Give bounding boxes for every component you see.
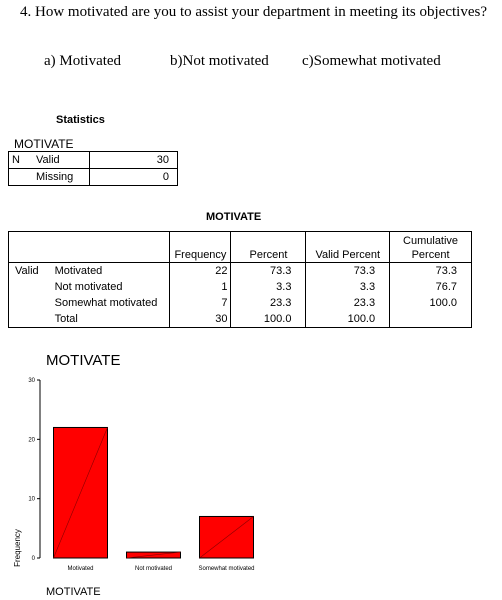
row-label: Total: [52, 311, 170, 328]
x-tick-label: Not motivated: [134, 566, 173, 572]
table-row: [9, 295, 472, 311]
header-percent: Percent: [231, 232, 306, 263]
table-row: [9, 279, 472, 295]
bar-chart: [0, 366, 320, 586]
n-label: N: [9, 152, 34, 169]
table-header-row: [9, 232, 472, 263]
cell-cumulative: 73.3: [435, 265, 457, 277]
chart-title: MOTIVATE: [46, 352, 121, 369]
cell-frequency: 7: [170, 295, 231, 311]
row-label: Missing: [33, 169, 90, 186]
cell-valid-percent: 3.3: [306, 279, 390, 295]
header-valid-percent: Valid Percent: [306, 232, 390, 263]
x-tick-label: Somewhat motivated: [198, 566, 255, 572]
n-label: [9, 169, 34, 186]
row-label: Valid: [33, 152, 90, 169]
cell-cumulative: 76.7: [435, 281, 457, 293]
option-b: b)Not motivated: [170, 53, 269, 69]
cell-percent: 23.3: [231, 295, 306, 311]
y-tick-label: 10: [28, 496, 35, 503]
row-label: Somewhat motivated: [52, 295, 170, 311]
frequency-table: [8, 231, 472, 328]
group-label: Valid: [15, 265, 39, 277]
table-row: [9, 263, 472, 280]
cell-cumulative: 100.0: [429, 297, 457, 309]
cell-valid-percent: 23.3: [306, 295, 390, 311]
cell-cumulative: [390, 311, 472, 328]
row-label: Not motivated: [52, 279, 170, 295]
question-text: 4. How motivated are you to assist your department in meeting its objectives?: [20, 4, 487, 20]
table-row: [9, 152, 178, 169]
y-tick-label: 30: [28, 378, 35, 384]
cell-valid-percent: 100.0: [306, 311, 390, 328]
cell-frequency: 22: [170, 263, 231, 280]
y-tick-label: 0: [31, 556, 35, 562]
header-frequency: Frequency: [170, 232, 231, 263]
option-a: a) Motivated: [44, 53, 122, 69]
y-tick-label: 20: [28, 437, 35, 444]
frequency-title: MOTIVATE: [206, 211, 262, 223]
cell-frequency: 1: [170, 279, 231, 295]
y-axis-label: Frequency: [13, 529, 22, 567]
statistics-variable: MOTIVATE: [14, 137, 74, 151]
cell-frequency: 30: [170, 311, 231, 328]
chart-x-label: MOTIVATE: [46, 586, 101, 598]
cell-percent: 100.0: [231, 311, 306, 328]
x-tick-label: Motivated: [67, 566, 94, 572]
cell-percent: 3.3: [231, 279, 306, 295]
table-row: [9, 311, 472, 328]
row-value: 30: [90, 152, 178, 169]
option-c: c)Somewhat motivated: [302, 53, 441, 69]
statistics-table: [8, 151, 178, 186]
header-cumulative-percent: Cumulative Percent: [390, 232, 472, 263]
row-value: 0: [162, 171, 169, 183]
statistics-title: Statistics: [56, 114, 105, 126]
table-row: [9, 169, 178, 186]
row-label: Motivated: [52, 263, 170, 280]
cell-percent: 73.3: [231, 263, 306, 280]
cell-valid-percent: 73.3: [306, 263, 390, 280]
